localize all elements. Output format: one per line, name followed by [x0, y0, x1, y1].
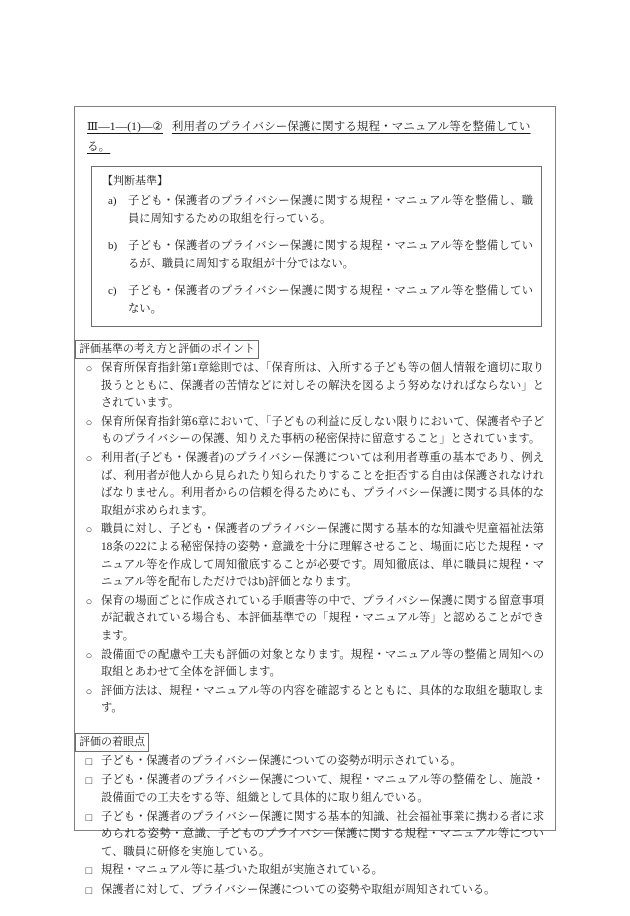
list-item	[75, 683, 544, 718]
list-item-text: 利用者(子ども・保護者)のプライバシー保護については利用者尊重の基本であり、例えば、利用者が他人から見られたり知られたりすることを拒否する自由は保護されなければなりません。利用者からの信頼を得るためにも、プライバシー保護に関する具体的な取組が求められます。	[101, 451, 544, 517]
list-item	[75, 882, 544, 901]
checkbox-icon	[75, 772, 101, 807]
checkbox-icon	[75, 862, 101, 881]
circle-bullet-icon	[75, 360, 101, 413]
criteria-text-c: 子ども・保護者のプライバシー保護に関する規程・マニュアル等を整備していない。	[128, 285, 533, 315]
list-item-text: 保育の場面ごとに作成されている手順書等の中で、プライバシー保護に関する留意事項が記載されている場合も、本評価基準での「規程・マニュアル等」と認めることができます。	[101, 594, 544, 642]
list-item-text: 子ども・保護者のプライバシー保護に関する基本的知識、社会福祉事業に携わる者に求められる姿勢・意識、子どものプライバシー保護に関する規程・マニュアル等について、職員に研修を実施している。	[101, 810, 544, 858]
list-item-text: 保育所保育指針第1章総則では、「保育所は、入所する子ども等の個人情報を適切に取り扱うとともに、保護者の苦情などに対しその解決を図るよう努めなければならない」とされています。	[101, 362, 544, 410]
list-item-text: 子ども・保護者のプライバシー保護について、規程・マニュアル等の整備をし、施設・設備面での工夫をする等、組織として具体的に取り組んでいる。	[101, 774, 544, 805]
list-item-text: 保護者に対して、プライバシー保護についての姿勢や取組が周知されている。	[101, 884, 496, 897]
list-item-text: 規程・マニュアル等に基づいた取組が実施されている。	[101, 864, 383, 877]
criteria-label-b: b)	[108, 240, 118, 252]
judgment-criteria-heading: 【判断基準】	[102, 175, 168, 187]
points-list	[75, 360, 555, 718]
circle-bullet-icon	[75, 521, 101, 591]
list-item	[75, 450, 544, 520]
circle-bullet-icon	[75, 450, 101, 520]
points-section-label: 評価基準の考え方と評価のポイント	[75, 340, 259, 359]
criteria-text-b: 子ども・保護者のプライバシー保護に関する規程・マニュアル等を整備しているが、職員に周知する取組が十分ではない。	[128, 240, 533, 270]
circle-bullet-icon	[75, 647, 101, 682]
criteria-item-c	[100, 282, 533, 318]
checkbox-icon	[75, 882, 101, 901]
criteria-label-c: c)	[108, 285, 117, 297]
circle-bullet-icon	[75, 683, 101, 718]
focus-list	[75, 753, 555, 901]
list-item	[75, 414, 544, 449]
list-item-text: 設備面での配慮や工夫も評価の対象となります。規程・マニュアル等の整備と周知への取組とあわせて全体を評価します。	[101, 648, 544, 679]
title-code: Ⅲ—1—(1)—②	[87, 121, 163, 133]
list-item	[75, 772, 544, 807]
list-item-text: 子ども・保護者のプライバシー保護についての姿勢が明示されている。	[101, 754, 462, 767]
list-item	[75, 809, 544, 862]
judgment-criteria-box	[91, 166, 542, 327]
list-item	[75, 593, 544, 646]
title-text: 利用者のプライバシー保護に関する規程・マニュアル等を整備している。	[87, 121, 531, 153]
checkbox-icon	[75, 809, 101, 862]
document-frame	[74, 106, 556, 897]
criteria-item-a	[100, 192, 533, 228]
criteria-label-a: a)	[108, 195, 117, 207]
page-title	[75, 107, 555, 157]
focus-section-header	[75, 732, 555, 752]
list-item-text: 保育所保育指針第6章において、「子どもの利益に反しない限りにおいて、保護者や子どものプライバシーの保護、知りえた事柄の秘密保持に留意すること」とされています。	[101, 415, 544, 446]
focus-section-label: 評価の着眼点	[75, 733, 149, 752]
list-item	[75, 862, 544, 881]
points-section-header	[75, 339, 555, 359]
list-item-text: 評価方法は、規程・マニュアル等の内容を確認するとともに、具体的な取組を聴取します。	[101, 684, 544, 715]
list-item	[75, 753, 544, 772]
list-item-text: 職員に対し、子ども・保護者のプライバシー保護に関する基本的な知識や児童福祉法第18条の22による秘密保持の姿勢・意識を十分に理解させること、場面に応じた規程・マニュアル等を作成して周知徹底することが必要です。周知徹底は、単に職員に規程・マニュアル等を配布しただけではb)評価となります。	[101, 523, 544, 589]
checkbox-icon	[75, 753, 101, 772]
criteria-item-b	[100, 237, 533, 273]
list-item	[75, 521, 544, 591]
list-item	[75, 647, 544, 682]
circle-bullet-icon	[75, 593, 101, 646]
criteria-text-a: 子ども・保護者のプライバシー保護に関する規程・マニュアル等を整備し、職員に周知するための取組を行っている。	[128, 195, 533, 225]
circle-bullet-icon	[75, 414, 101, 449]
list-item	[75, 360, 544, 413]
